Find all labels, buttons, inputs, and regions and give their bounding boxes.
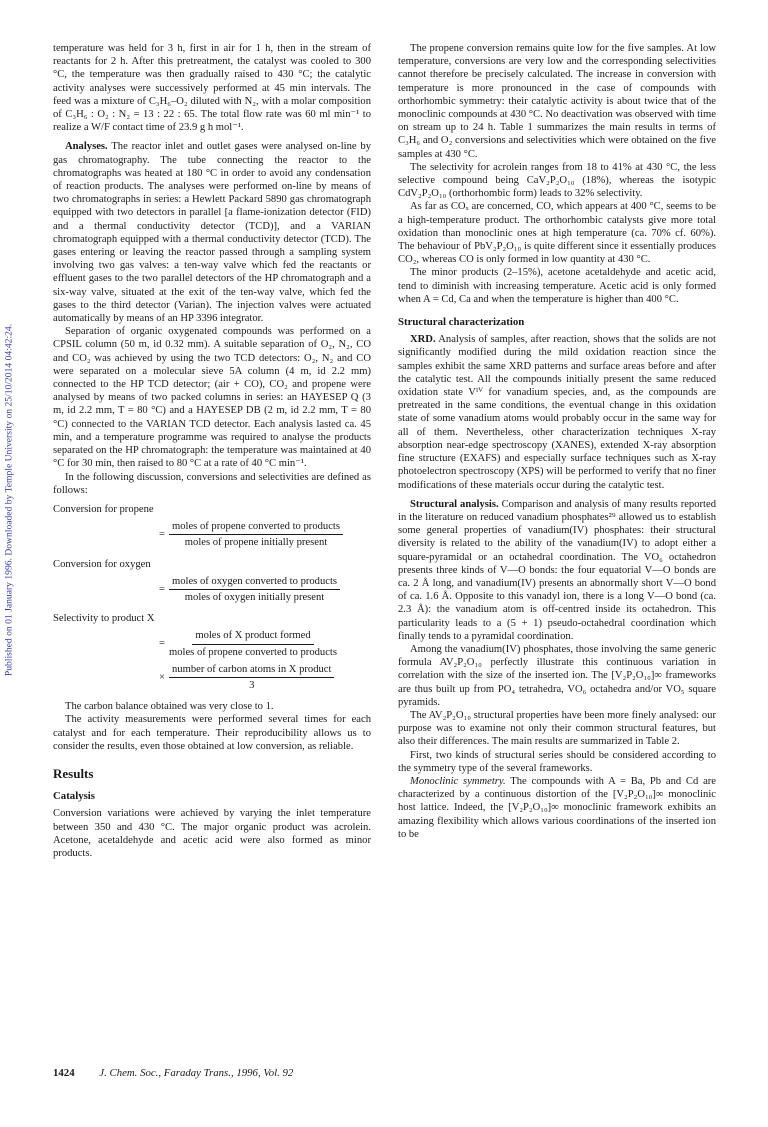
- denominator: 3: [249, 679, 255, 691]
- numerator: moles of X product formed: [192, 629, 313, 644]
- equation-selectivity-factor: [53, 663, 371, 692]
- paragraph: Separation of organic oxygenated compounds was performed on a CPSIL column (50 m, id 0.32 mm). A suitable separation of O₂, N₂, CO and CO₂ was achieved by using the two TCD detectors: O₂, N₂ and CO were separated on a molecular sieve 5A column (4 m, id 2.2 mm) connected to the HP TCD detector; (air + CO), CO₂ and propene were analysed by means of two packed columns in series: an HAYESEP Q (3 m, id 2.2 mm, T = 80 °C) and a HAYESEP DB (2 m, id 2.2 mm, T = 80 °C) connected to the VARIAN TCD detector. Each analysis lasted ca. 45 min, and a temperature programme was required to analyse the products separated on the HP chromatograph: the temperature was maintained at 40 °C for 30 min, then raised to 80 °C at a rate of 40 °C min⁻¹.: [53, 326, 371, 470]
- paragraph: The propene conversion remains quite low for the five samples. At low temperature, conversions are very low and the corresponding selectivities cannot therefore be precisely calculated. The increase in conversion with temperature is more pronounced in the case of compounds with orthorhombic symmetry: their catalytic activity is about twice that of the monoclinic compounds at 430 °C. No deactivation was observed with time on stream up to 24 h. Table 1 summarizes the main results in terms of C₃H₆ and O₂ conversions and selectivities which were obtained on the five samples at 430 °C.: [398, 43, 716, 160]
- paragraph: temperature was held for 3 h, first in air for 1 h, then in the stream of reactants for 2 h. After this pretreatment, the catalyst was cooled to 300 °C, the temperature was then gradually raised to 430 °C; the catalytic activity analyses were successively performed at 45 min intervals. The feed was a mixture of C₃H₆–O₂ diluted with N₂, with a molar composition of C₃H₆ : O₂ : N₂ = 13 : 22 : 65. The total flow rate was 60 ml min⁻¹ to realize a W/F contact time of 23.9 g h mol⁻¹.: [53, 43, 371, 134]
- paragraph-text: The reactor inlet and outlet gases were analysed on-line by gas chromatography. The tube connecting the reactor to the chromatographs was heated at 180 °C in order to avoid any condensation of reaction products. The analyses were performed on-line by means of two chromatographs in series: a Hewlett Packard 5890 gas chromatograph equipped with two detectors in parallel [a flame-ionization detector (FID) and a thermal conductivity detector (TCD)], and a VARIAN chromatograph equipped with a thermal conductivity detector (TCD). The gases entering or leaving the reactor passed through a sampling system involving two gas valves: a ten-way valve which fed the reactants or effluent gases to the two parallel detectors of the HP chromatograph and a six-way valve, situated at the exit of the ten-way valve, which fed the gases to the third detector (Varian). The injection valves were actuated automatically by means of an HP 3396 integrator.: [53, 141, 371, 325]
- paragraph: The minor products (2–15%), acetone acetaldehyde and acetic acid, tend to diminish with increasing temperature. Acetic acid is only formed when A = Cd, Ca and when the temperature is higher than 400 °C.: [398, 267, 716, 305]
- paragraph: Conversion variations were achieved by varying the inlet temperature between 350 and 430 °C. The major organic product was acrolein. Acetone, acetaldehyde and acetic acid were also formed as minor products.: [53, 808, 371, 859]
- page-number: 1424: [53, 1067, 75, 1079]
- paragraph: As far as COₓ are concerned, CO, which appears at 400 °C, seems to be a high-temperature product. The orthorhombic catalysts give more total oxidation than monoclinic ones at high temperature (ca. 70% cf. 60%). The behaviour of PbV₂P₂O₁₀ is quite different since it essentially produces CO₂, whereas CO is only formed in low quantity at 430 °C.: [398, 201, 716, 266]
- formula-label: Conversion for oxygen: [53, 558, 151, 570]
- run-in-heading: Analyses.: [65, 141, 108, 153]
- download-watermark-text: Published on 01 January 1996. Downloaded by Temple University on 25/10/2014 04:42:24.: [3, 323, 15, 677]
- fraction: [169, 663, 334, 692]
- run-in-heading: Structural analysis.: [410, 498, 499, 510]
- formula-label: Conversion for propene: [53, 503, 154, 515]
- paragraph-structural-analysis: [398, 498, 716, 643]
- equation-conversion-propene: [53, 520, 371, 549]
- denominator: moles of propene converted to products: [169, 646, 337, 658]
- paragraph: Among the vanadium(IV) phosphates, those involving the same generic formula AV₂P₂O₁₀ perfectly illustrate this continuous variation in correlation with the size of the inserted ion. The [V₂P₂O₁₀]∞ frameworks are thus built up from PO₄ tetrahedra, VO₆ octahedra and/or VO₅ square pyramids.: [398, 643, 716, 708]
- denominator: moles of oxygen initially present: [184, 591, 325, 603]
- paragraph: In the following discussion, conversions and selectivities are defined as follows:: [53, 471, 371, 496]
- page-footer: [53, 1067, 293, 1079]
- left-column: [53, 42, 371, 860]
- fraction: [169, 629, 337, 658]
- paragraph-monoclinic: [398, 775, 716, 841]
- subsection-heading: Structural characterization: [398, 316, 525, 329]
- paragraph: The carbon balance obtained was very close to 1.: [65, 701, 274, 713]
- paragraph: First, two kinds of structural series should be considered according to the symmetry type of the several frameworks.: [398, 749, 716, 774]
- paragraph: The AV₂P₂O₁₀ structural properties have been more finely analysed: our purpose was to examine not only their common structural features, but also their differences. The main results are summarized in Table 2.: [398, 709, 716, 748]
- denominator: moles of propene initially present: [184, 537, 328, 549]
- fraction: [169, 520, 343, 549]
- subsection-heading: Catalysis: [53, 790, 95, 803]
- section-heading: Results: [53, 765, 94, 781]
- equation-selectivity: [53, 629, 371, 658]
- formula-label: Selectivity to product X: [53, 613, 155, 625]
- paragraph: The selectivity for acrolein ranges from 18 to 41% at 430 °C, the less selective compound being CaV₂P₂O₁₀ (18%), whereas the isotypic CdV₂P₂O₁₀ (orthorhombic form) leads to 32% selectivity.: [398, 161, 716, 200]
- fraction: [169, 575, 340, 604]
- equals-sign: =: [159, 638, 165, 650]
- paragraph-analyses: [53, 140, 371, 325]
- journal-citation: J. Chem. Soc., Faraday Trans., 1996, Vol. 92: [99, 1067, 294, 1079]
- run-in-heading: Monoclinic symmetry.: [410, 775, 506, 787]
- run-in-heading: XRD.: [410, 334, 436, 346]
- equation-conversion-oxygen: [53, 575, 371, 604]
- numerator: number of carbon atoms in X product: [169, 663, 334, 678]
- paragraph-text: Analysis of samples, after reaction, shows that the solids are not significantly modified during the mild oxidation reaction since the samples exhibit the same XRD patterns and surface areas before and after the catalytic test. All the compounds initially present the same reduced oxidation state Vᴵⱽ for vanadium species, and, as the compounds are pretreated in the same conditions, the eventual change in this oxidation state of some vanadium atoms would probably occur in the same way for all of them. Nevertheless, other characterization techniques X-ray absorption near-edge spectroscopy (XANES), extended X-ray absorption fine structure (EXAFS) and especially surface techniques such as X-ray photoelectron spectroscopy (XPS) will be performed to verify that no finer modifications of these materials occur during the catalytic test.: [398, 334, 716, 491]
- numerator: moles of oxygen converted to products: [169, 575, 340, 590]
- right-column: [398, 42, 716, 841]
- paragraph: The activity measurements were performed several times for each catalyst and for each temperature. Their reproducibility allows us to consider the results, even those obtained at low conversion, as reliable.: [53, 714, 371, 752]
- paragraph-text: The compounds with A = Ba, Pb and Cd are characterized by a continuous distortion of the [V₂P₂O₁₀]∞ monoclinic host lattice. Indeed, the [V₂P₂O₁₀]∞ monoclinic framework exhibits an amazing flexibility which allows various coordinations of the inserted ion to be: [398, 775, 717, 840]
- download-watermark: [2, 240, 16, 760]
- paragraph-xrd: [398, 333, 716, 491]
- numerator: moles of propene converted to products: [169, 520, 343, 535]
- paragraph-text: Comparison and analysis of many results reported in the literature on reduced vanadium phosphates²⁹ allowed us to establish some general properties of vanadium(IV) phosphates: their structural diversity is related to the ability of the vanadium(IV) to adopt either a square-pyramidal or an octahedral coordination. The VO₆ octahedron presents three kinds of V—O bonds: the four equatorial V—O bonds are ca. 2 Å long, and vanadium(IV) presents an abnormally short V—O bond of ca. 1.6 Å. Opposite to this vanadyl ion, there is a long V—O bond (ca. 2.3 Å): the vanadium atom is off-centred inside its octahedron. This particularity leads to a (5 + 1) pseudo-octahedral coordination which finally tends to a pyramidal coordination.: [398, 498, 716, 642]
- equals-sign: =: [159, 583, 165, 595]
- times-sign: ×: [159, 671, 165, 683]
- equals-sign: =: [159, 529, 165, 541]
